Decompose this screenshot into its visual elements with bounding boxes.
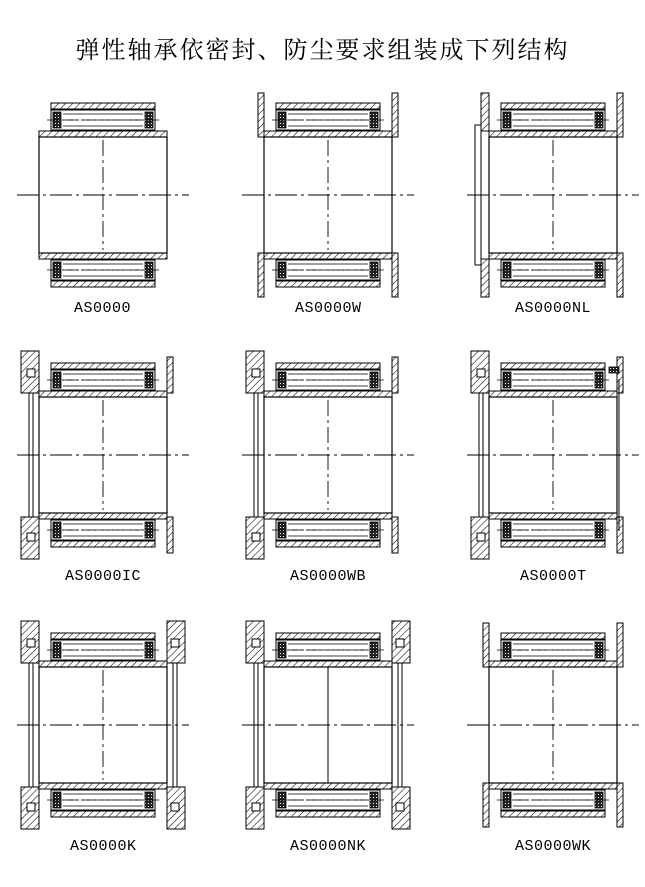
bearing-drawing xyxy=(228,625,428,825)
page-title: 弹性轴承依密封、防尘要求组装成下列结构 xyxy=(75,36,570,64)
bearing-variant-as0000nl xyxy=(453,95,645,295)
end-washer xyxy=(617,783,623,827)
inner-ring-bottom xyxy=(489,513,617,519)
bearing-drawing xyxy=(228,355,428,555)
ring-slot xyxy=(27,639,35,647)
ring-slot xyxy=(477,369,485,377)
ring-slot xyxy=(27,369,35,377)
ring-slot xyxy=(171,803,179,811)
ring-slot xyxy=(252,639,260,647)
bearing-variant-as0000w xyxy=(228,95,443,295)
inner-ring-top xyxy=(489,391,617,397)
variant-label: AS0000K xyxy=(70,838,137,855)
end-washer xyxy=(392,93,398,137)
bearing-variant-as0000 xyxy=(3,95,218,295)
bearing-variant-as0000k xyxy=(3,625,218,825)
variant-label: AS0000WK xyxy=(515,838,592,855)
inner-ring-top xyxy=(264,131,392,137)
bearing-drawing xyxy=(3,625,203,825)
end-washer xyxy=(258,93,264,137)
outer-race-top xyxy=(51,103,155,109)
bearing-section xyxy=(17,351,189,559)
inner-ring-bottom xyxy=(489,253,617,259)
inner-ring-top xyxy=(489,661,617,667)
bearing-drawing xyxy=(3,95,203,295)
bearing-section xyxy=(17,621,189,829)
bearing-variant-as0000t xyxy=(453,355,645,555)
end-thin xyxy=(617,357,623,393)
inner-ring-bottom xyxy=(39,253,167,259)
end-thin xyxy=(617,517,623,553)
outer-race-top xyxy=(51,633,155,639)
bearing-section xyxy=(242,621,414,829)
outer-race-bottom xyxy=(501,281,605,287)
bearing-variant-as0000wk xyxy=(453,625,645,825)
outer-race-top xyxy=(501,363,605,369)
bearing-drawing xyxy=(453,625,645,825)
end-washer xyxy=(483,623,489,667)
tee-clip xyxy=(609,367,619,373)
bearing-drawing xyxy=(228,95,428,295)
inner-ring-top xyxy=(264,391,392,397)
outer-race-top xyxy=(501,633,605,639)
end-washer xyxy=(617,253,623,297)
end-thin xyxy=(167,357,173,393)
end-washer xyxy=(617,93,623,137)
outer-race-bottom xyxy=(501,541,605,547)
outer-race-top xyxy=(276,103,380,109)
outer-race-top xyxy=(276,363,380,369)
inner-ring-bottom xyxy=(264,253,392,259)
end-washer xyxy=(617,623,623,667)
end-thin xyxy=(392,357,398,393)
ring-slot xyxy=(477,533,485,541)
ring-slot xyxy=(252,803,260,811)
bearing-section xyxy=(242,351,414,559)
bearing-section xyxy=(242,93,414,297)
variant-label: AS0000IC xyxy=(65,568,142,585)
ring-slot xyxy=(171,639,179,647)
ring-slot xyxy=(396,639,404,647)
nl-flange xyxy=(481,93,489,131)
ring-slot xyxy=(252,533,260,541)
inner-ring-bottom xyxy=(489,783,617,789)
inner-ring-bottom xyxy=(39,783,167,789)
bearing-variant-as0000ic xyxy=(3,355,218,555)
end-washer xyxy=(258,253,264,297)
bearing-variant-as0000wb xyxy=(228,355,443,555)
end-washer xyxy=(392,253,398,297)
outer-race-bottom xyxy=(501,811,605,817)
outer-race-bottom xyxy=(276,811,380,817)
inner-ring-bottom xyxy=(264,513,392,519)
bearing-section xyxy=(467,351,639,559)
inner-ring-top xyxy=(39,131,167,137)
inner-ring-top xyxy=(489,131,617,137)
bearing-variant-as0000nk xyxy=(228,625,443,825)
variant-label: AS0000NL xyxy=(515,300,592,317)
bearing-drawing xyxy=(453,355,645,555)
variant-label: AS0000NK xyxy=(290,838,367,855)
end-washer xyxy=(483,783,489,827)
inner-ring-bottom xyxy=(264,783,392,789)
inner-ring-top xyxy=(39,661,167,667)
outer-race-bottom xyxy=(276,541,380,547)
variant-label: AS0000WB xyxy=(290,568,367,585)
inner-ring-top xyxy=(39,391,167,397)
bearing-section xyxy=(467,93,639,297)
inner-ring-bottom xyxy=(39,513,167,519)
ring-slot xyxy=(27,533,35,541)
variant-label: AS0000W xyxy=(295,300,362,317)
outer-race-top xyxy=(501,103,605,109)
end-thin xyxy=(167,517,173,553)
outer-race-bottom xyxy=(51,811,155,817)
ring-slot xyxy=(252,369,260,377)
outer-race-top xyxy=(51,363,155,369)
bearing-drawing xyxy=(453,95,645,295)
variant-label: AS0000T xyxy=(520,568,587,585)
outer-race-bottom xyxy=(276,281,380,287)
inner-ring-top xyxy=(264,661,392,667)
outer-race-bottom xyxy=(51,281,155,287)
variant-label: AS0000 xyxy=(74,300,132,317)
ring-slot xyxy=(27,803,35,811)
outer-race-bottom xyxy=(51,541,155,547)
bearing-section xyxy=(467,623,639,827)
ring-slot xyxy=(396,803,404,811)
bearing-drawing xyxy=(3,355,203,555)
bearing-section xyxy=(17,103,189,287)
end-thin xyxy=(392,517,398,553)
nl-flange xyxy=(481,259,489,297)
outer-race-top xyxy=(276,633,380,639)
